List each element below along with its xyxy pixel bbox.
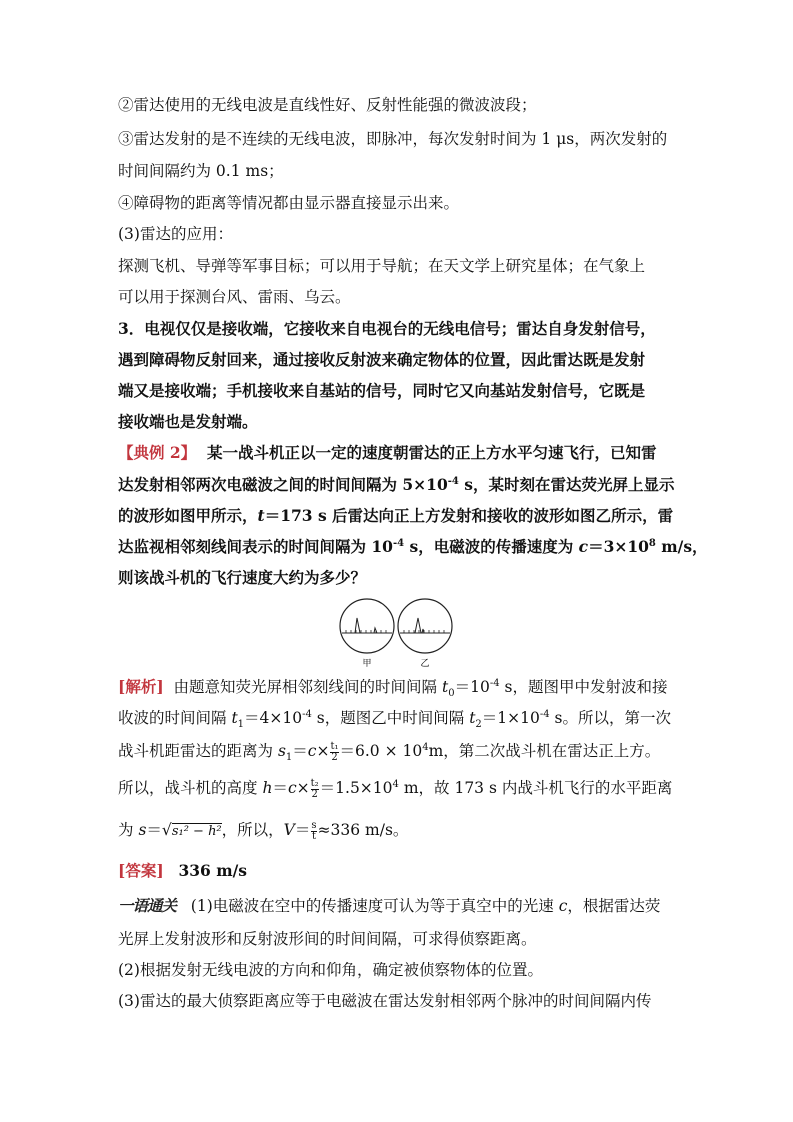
fraction: $\frac{s}{t}$	[311, 819, 317, 842]
example-tag: 【典例 2】	[118, 443, 197, 462]
solution-line: 收波的时间间隔 $t_1=4\times 10^{-4}$ s，题图乙中时间间隔 $t_2=1\times 10^{-4}$ s。所以，第一次	[118, 708, 672, 731]
solution-tag: [解析]	[118, 677, 164, 696]
summary-logo: 一语通关	[118, 896, 177, 915]
example-line: 达发射相邻两次电磁波之间的时间间隔为 $5\times 10^{-4}$ s，某时刻在雷达荧光屏上显示	[118, 475, 675, 494]
text-line: 可以用于探测台风、雷雨、乌云。	[118, 288, 351, 306]
summary-line: 光屏上发射波形和反射波形间的时间间隔，可求得侦察距离。	[118, 930, 537, 948]
example-line: 则该战斗机的飞行速度大约为多少？	[118, 568, 367, 587]
solution-line: 所以，战斗机的高度 h＝c× $\frac{\text{t₂}}{2}$ $=1.5\times 10^4$ m，故 173 s 内战斗机飞行的水平距离	[118, 777, 673, 800]
radar-screens-figure	[336, 596, 460, 670]
answer-tag: [答案]	[118, 861, 164, 880]
figure-label-left: 甲	[362, 659, 372, 669]
answer-value: 336 m/s	[178, 861, 247, 880]
radar-screen-right	[398, 599, 452, 653]
text-line: ④障碍物的距离等情况都由显示器直接显示出来。	[118, 194, 460, 212]
example-line: 的波形如图甲所示，t＝173 s 后雷达向正上方发射和接收的波形如图乙所示，雷	[118, 506, 674, 525]
text-line: 时间间隔约为 0.1 ms；	[118, 162, 284, 180]
fraction: $\frac{\text{t₂}}{2}$	[310, 777, 319, 800]
text-line: 接收端也是发射端。	[118, 412, 258, 431]
answer-line	[118, 861, 247, 881]
solution-line: [解析] 由题意知荧光屏相邻刻线间的时间间隔 $t_0=10^{-4}$ s，题图甲中发射波和接	[118, 677, 668, 700]
summary-line: (2)根据发射无线电波的方向和仰角，确定被侦察物体的位置。	[118, 961, 543, 979]
summary-line: 一语通关 (1)电磁波在空中的传播速度可认为等于真空中的光速 c，根据雷达荧	[118, 896, 661, 915]
text-line: 端又是接收端；手机接收来自基站的信号，同时它又向基站发射信号，它既是	[118, 381, 646, 400]
fraction: $\frac{\text{t₁}}{2}$	[330, 740, 339, 763]
radar-screen-left	[340, 599, 394, 653]
text-line: 3．电视仅仅是接收端，它接收来自电视台的无线电信号；雷达自身发射信号，	[118, 319, 656, 338]
text-line: 探测飞机、导弹等军事目标；可以用于导航；在天文学上研究星体；在气象上	[118, 257, 646, 275]
text-line: ③雷达发射的是不连续的无线电波，即脉冲，每次发射时间为 1 μs，两次发射的	[118, 130, 668, 148]
solution-line: 战斗机距雷达的距离为 $s_1=c\times$ $\frac{\text{t₁}}{2}$ $=6.0 \times 10^4m$，第二次战斗机在雷达正上方。	[118, 740, 661, 764]
figure-label-right: 乙	[420, 659, 430, 669]
text-line: 遇到障碍物反射回来，通过接收反射波来确定物体的位置，因此雷达既是发射	[118, 350, 646, 369]
summary-line: (3)雷达的最大侦察距离应等于电磁波在雷达发射相邻两个脉冲的时间间隔内传	[118, 992, 652, 1010]
example-line: 达监视相邻刻线间表示的时间间隔为 $10^{-4}$ s，电磁波的传播速度为 $c=3\times 10^8$ m/s，	[118, 537, 708, 556]
text-line: (3)雷达的应用：	[118, 225, 233, 243]
example-line: 【典例 2】 某一战斗机正以一定的速度朝雷达的正上方水平匀速飞行，已知雷	[118, 443, 657, 462]
text-line: ②雷达使用的无线电波是直线性好、反射性能强的微波波段；	[118, 96, 537, 114]
sqrt-symbol: √s₁² − h²	[161, 821, 222, 839]
solution-line: 为 s＝√s₁² − h²，所以，V＝ $\frac{s}{t}$ ≈336 m/s。	[118, 819, 409, 842]
